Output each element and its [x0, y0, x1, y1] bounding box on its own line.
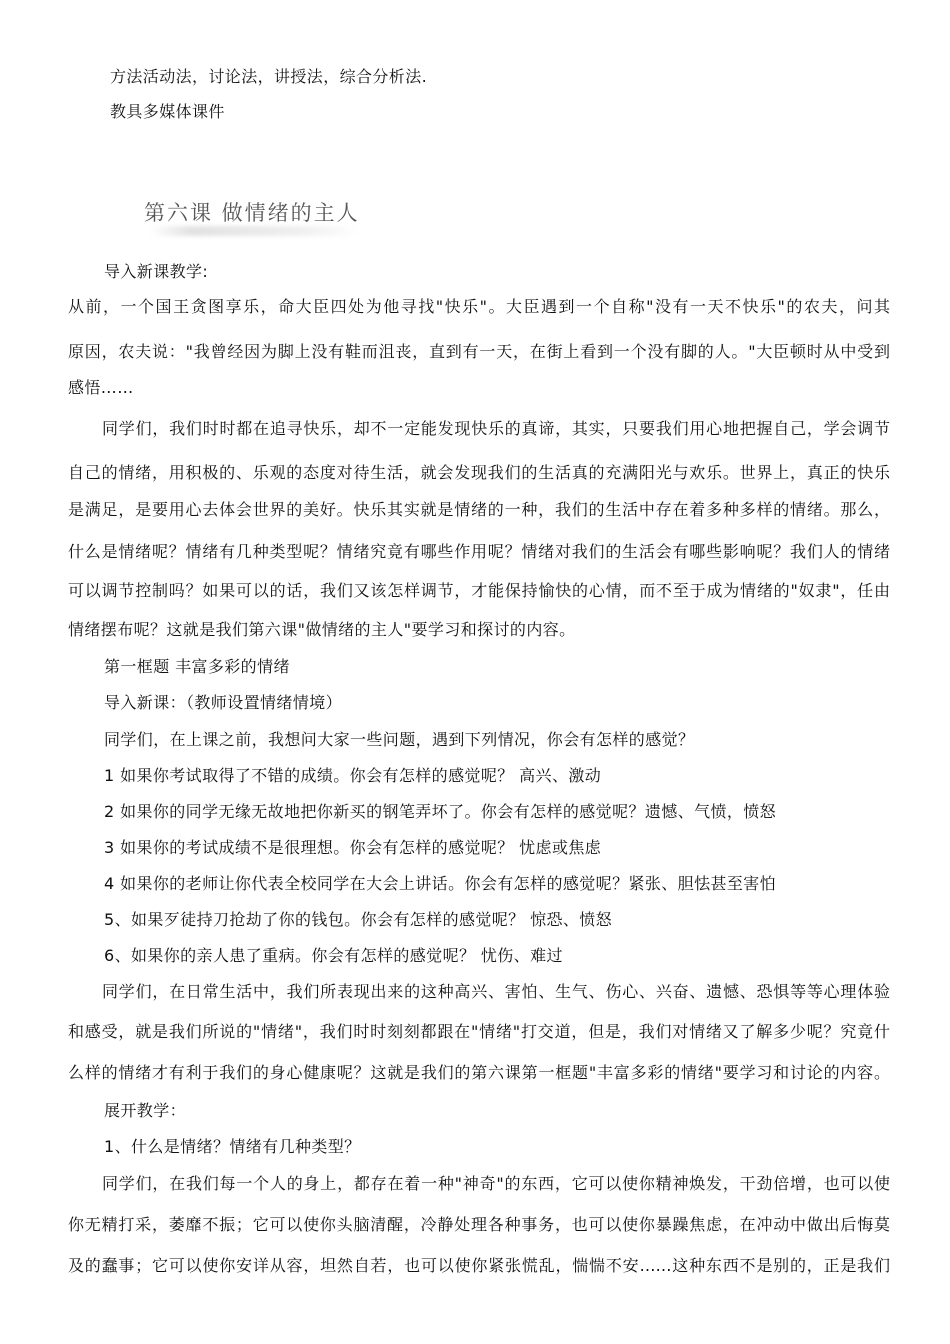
- paragraph-line-2: 自己的情绪，用积极的、乐观的态度对待生活，就会发现我们的生活真的充满阳光与欢乐。世界上，真正的快乐: [68, 463, 890, 482]
- section-intro-heading: 导入新课：（教师设置情绪情境）: [104, 693, 343, 712]
- story-line-1: 从前，一个国王贪图享乐，命大臣四处为他寻找"快乐"。大臣遇到一个自称"没有一天不快乐"的农夫，问其: [68, 297, 890, 316]
- summary-line-1: 同学们，在日常生活中，我们所表现出来的这种高兴、害怕、生气、伤心、兴奋、遗憾、恐惧等等心理体验: [102, 982, 890, 1001]
- paragraph-line-3: 是满足，是要用心去体会世界的美好。快乐其实就是情绪的一种，我们的生活中存在着多种多样的情绪。那么，: [68, 500, 890, 519]
- story-line-3: 感悟……: [68, 378, 134, 397]
- develop-heading: 展开教学：: [104, 1101, 187, 1120]
- paragraph-line-4: 什么是情绪呢？情绪有几种类型呢？情绪究竟有哪些作用呢？情绪对我们的生活会有哪些影响呢？我们人的情绪: [68, 542, 890, 561]
- summary-line-2: 和感受，就是我们所说的"情绪"，我们时时刻刻都跟在"情绪"打交道，但是，我们对情绪又了解多少呢？究竟什: [68, 1022, 890, 1041]
- question-one-heading: 1、什么是情绪？情绪有几种类型？: [104, 1137, 361, 1156]
- intro-heading: 导入新课教学:: [104, 262, 209, 281]
- section-title: 第一框题 丰富多彩的情绪: [104, 657, 290, 676]
- question-item-4: 4 如果你的老师让你代表全校同学在大会上讲话。你会有怎样的感觉呢？紧张、胆怯甚至害怕: [104, 874, 777, 893]
- question-item-5: 5、如果歹徒持刀抢劫了你的钱包。你会有怎样的感觉呢？ 惊恐、愤怒: [104, 910, 613, 929]
- paragraph-line-5: 可以调节控制吗？如果可以的话，我们又该怎样调节，才能保持愉快的心情，而不至于成为情绪的"奴隶"，任由: [68, 581, 890, 600]
- title-shadow: [150, 226, 360, 236]
- question-item-3: 3 如果你的考试成绩不是很理想。你会有怎样的感觉呢？ 忧虑或焦虑: [104, 838, 602, 857]
- teaching-methods: 方法活动法，讨论法，讲授法，综合分析法.: [110, 67, 428, 86]
- q1-line-2: 你无精打采，萎靡不振；它可以使你头脑清醒，冷静处理各种事务，也可以使你暴躁焦虑，在冲动中做出后悔莫: [68, 1215, 890, 1234]
- question-lead: 同学们，在上课之前，我想问大家一些问题，遇到下列情况，你会有怎样的感觉？: [104, 730, 695, 749]
- question-item-1: 1 如果你考试取得了不错的成绩。你会有怎样的感觉呢？ 高兴、激动: [104, 766, 602, 785]
- story-line-2: 原因，农夫说："我曾经因为脚上没有鞋而沮丧，直到有一天，在街上看到一个没有脚的人。"大臣顿时从中受到: [68, 342, 890, 361]
- summary-line-3: 么样的情绪才有利于我们的身心健康呢？这就是我们的第六课第一框题"丰富多彩的情绪"要学习和讨论的内容。: [68, 1063, 890, 1082]
- q1-line-1: 同学们，在我们每一个人的身上，都存在着一种"神奇"的东西，它可以使你精神焕发，干劲倍增，也可以使: [102, 1174, 890, 1193]
- paragraph-line-6: 情绪摆布呢？这就是我们第六课"做情绪的主人"要学习和探讨的内容。: [68, 620, 576, 639]
- question-item-2: 2 如果你的同学无缘无故地把你新买的钢笔弄坏了。你会有怎样的感觉呢？遗憾、气愤，愤怒: [104, 802, 777, 821]
- lesson-title-image: 第六课 做情绪的主人: [144, 201, 360, 225]
- question-item-6: 6、如果你的亲人患了重病。你会有怎样的感觉呢？ 忧伤、难过: [104, 946, 563, 965]
- paragraph-line-1: 同学们，我们时时都在追寻快乐，却不一定能发现快乐的真谛，其实，只要我们用心地把握自己，学会调节: [102, 419, 890, 438]
- teaching-tools: 教具多媒体课件: [110, 102, 225, 121]
- q1-line-3: 及的蠢事；它可以使你安详从容，坦然自若，也可以使你紧张慌乱，惴惴不安……这种东西不是别的，正是我们: [68, 1256, 890, 1275]
